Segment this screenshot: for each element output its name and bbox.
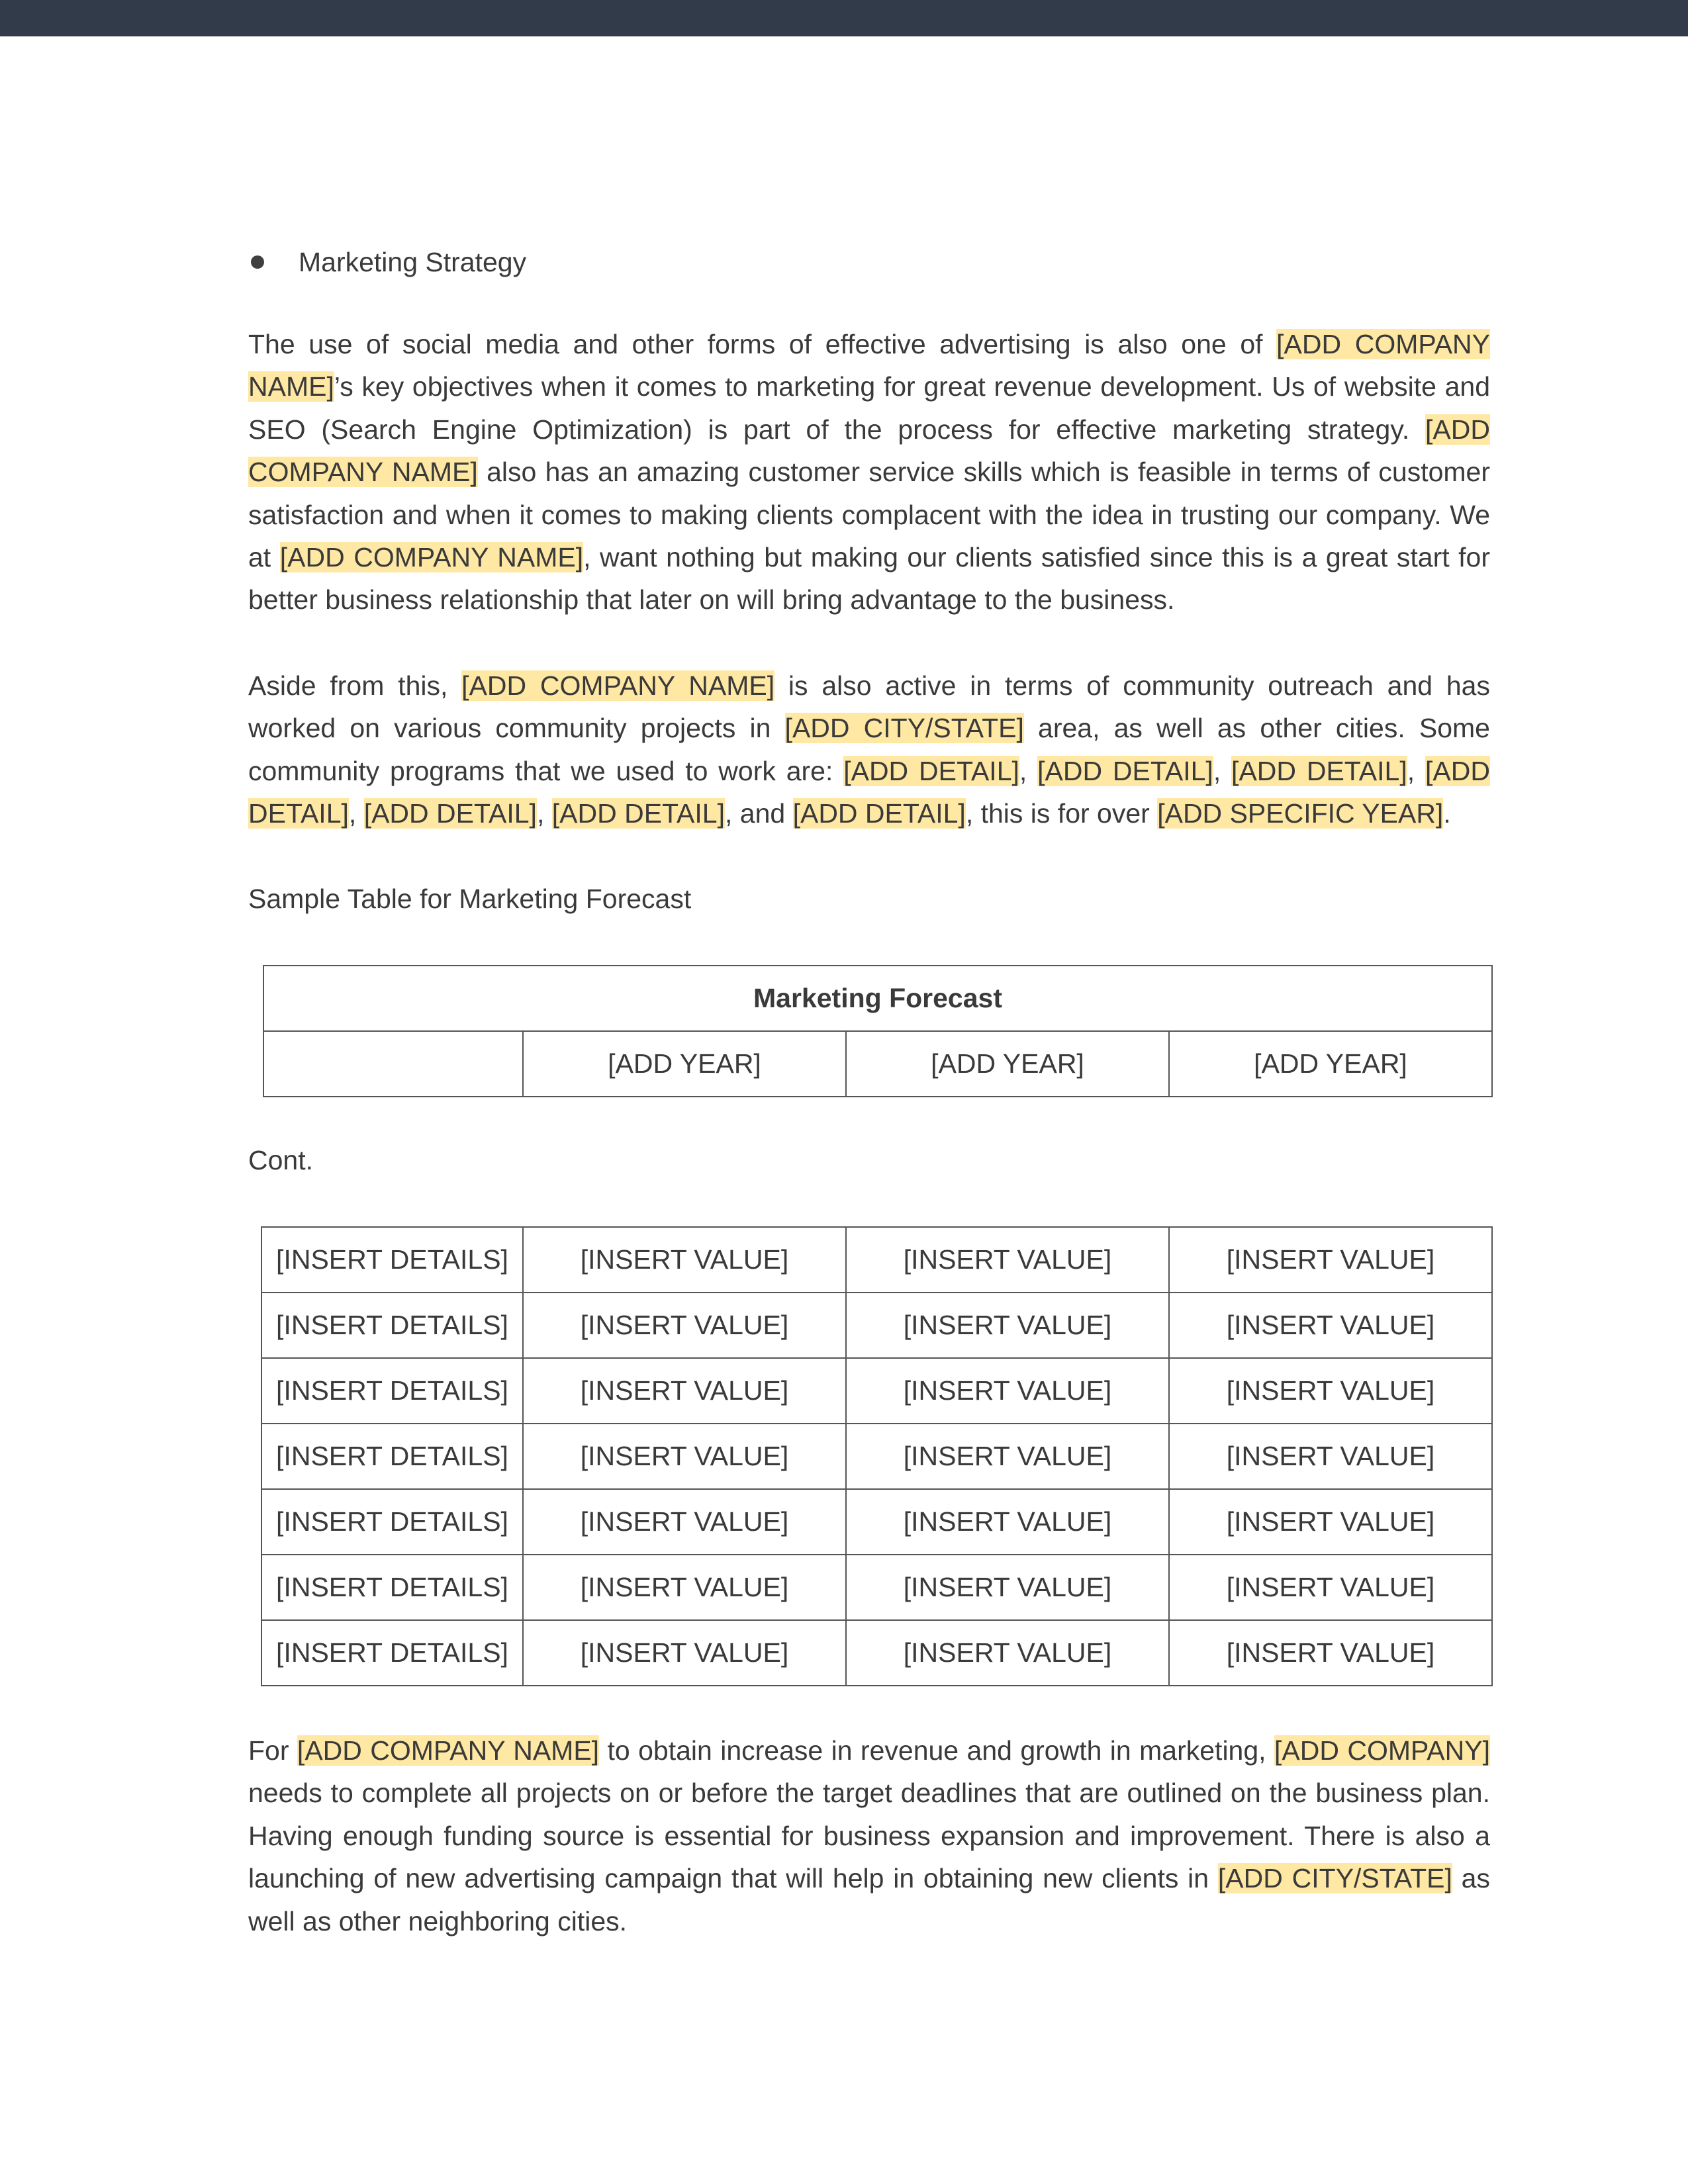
- paragraph-community-outreach: [248, 664, 1490, 835]
- year-header: [ADD YEAR]: [846, 1031, 1169, 1097]
- value-cell: [INSERT VALUE]: [523, 1358, 846, 1424]
- paragraph-growth-plan: [248, 1729, 1490, 1942]
- placeholder-detail: [ADD DETAIL]: [1231, 755, 1407, 786]
- text-segment: ’s key objectives when it comes to marketing for great revenue development. Us of website and SEO (Search Engine Optimization) is part of the process for effective marketing strategy.: [248, 371, 1490, 445]
- table-row: [261, 1358, 1492, 1424]
- text-segment: also has an amazing customer service skills which is feasible in terms of customer satisfaction and when it comes to making clients complacent with the idea in trusting our company. We at: [248, 457, 1490, 573]
- value-cell: [INSERT VALUE]: [523, 1424, 846, 1489]
- detail-cell: [INSERT DETAILS]: [261, 1555, 523, 1620]
- year-header: [ADD YEAR]: [1169, 1031, 1492, 1097]
- value-cell: [INSERT VALUE]: [846, 1293, 1169, 1358]
- placeholder-city-state: [ADD CITY/STATE]: [784, 713, 1024, 744]
- value-cell: [INSERT VALUE]: [523, 1227, 846, 1293]
- separator: ,: [536, 798, 552, 829]
- value-cell: [INSERT VALUE]: [846, 1555, 1169, 1620]
- text-segment: area, as well as other cities. Some community programs that we used to work are:: [248, 713, 1490, 786]
- marketing-forecast-table: [263, 965, 1493, 1097]
- bullet-dot-icon: [251, 255, 264, 269]
- value-cell: [INSERT VALUE]: [846, 1620, 1169, 1686]
- value-cell: [INSERT VALUE]: [1169, 1620, 1492, 1686]
- table-row: [261, 1555, 1492, 1620]
- placeholder-detail: [ADD DETAIL]: [551, 798, 725, 829]
- text-segment: needs to complete all projects on or before the target deadlines that are outlined on the business plan. Having enough funding source is essential for business expansion and improvement. There is also a launching of new advertising campaign that will help in obtaining new clients in: [248, 1778, 1490, 1894]
- text-segment: is also active in terms of community outreach and has worked on various community projects in: [248, 670, 1490, 744]
- placeholder-detail: [ADD DETAIL]: [843, 755, 1019, 786]
- table-row: [261, 1227, 1492, 1293]
- separator: ,: [1213, 755, 1232, 786]
- placeholder-detail: [ADD DETAIL]: [792, 798, 966, 829]
- text-segment: Aside from this,: [248, 670, 462, 701]
- forecast-details-table: [261, 1226, 1493, 1686]
- table-corner-cell: [263, 1031, 523, 1097]
- value-cell: [INSERT VALUE]: [523, 1555, 846, 1620]
- continued-label: Cont.: [248, 1145, 313, 1175]
- detail-cell: [INSERT DETAILS]: [261, 1358, 523, 1424]
- value-cell: [INSERT VALUE]: [523, 1489, 846, 1555]
- table-row: [261, 1293, 1492, 1358]
- value-cell: [INSERT VALUE]: [1169, 1358, 1492, 1424]
- value-cell: [INSERT VALUE]: [1169, 1293, 1492, 1358]
- value-cell: [INSERT VALUE]: [1169, 1424, 1492, 1489]
- text-segment: The use of social media and other forms of effective advertising is also one of: [248, 329, 1277, 359]
- value-cell: [INSERT VALUE]: [846, 1489, 1169, 1555]
- header-band: [0, 0, 1688, 36]
- placeholder-specific-year: [ADD SPECIFIC YEAR]: [1157, 798, 1444, 829]
- value-cell: [INSERT VALUE]: [523, 1620, 846, 1686]
- separator: , and: [724, 798, 793, 829]
- placeholder-company-name: [ADD COMPANY NAME]: [279, 542, 584, 573]
- table-row: [261, 1620, 1492, 1686]
- separator: ,: [348, 798, 364, 829]
- separator: ,: [1407, 755, 1425, 786]
- detail-cell: [INSERT DETAILS]: [261, 1620, 523, 1686]
- placeholder-company: [ADD COMPANY]: [1274, 1735, 1490, 1766]
- value-cell: [INSERT VALUE]: [1169, 1555, 1492, 1620]
- table-row: [261, 1424, 1492, 1489]
- detail-cell: [INSERT DETAILS]: [261, 1424, 523, 1489]
- text-segment: to obtain increase in revenue and growth in marketing,: [599, 1735, 1274, 1766]
- bullet-item: [248, 242, 526, 282]
- detail-cell: [INSERT DETAILS]: [261, 1293, 523, 1358]
- table-caption: Sample Table for Marketing Forecast: [248, 884, 692, 914]
- table-title-row: [263, 966, 1492, 1031]
- text-segment: .: [1443, 798, 1451, 829]
- placeholder-detail: [ADD DETAIL]: [248, 755, 1490, 829]
- text-segment: For: [248, 1735, 297, 1766]
- placeholder-company-name: [ADD COMPANY NAME]: [248, 414, 1490, 488]
- section-heading: Marketing Strategy: [299, 246, 527, 277]
- placeholder-company-name: [ADD COMPANY NAME]: [297, 1735, 600, 1766]
- text-segment: as well as other neighboring cities.: [248, 1863, 1490, 1936]
- placeholder-detail: [ADD DETAIL]: [1037, 755, 1213, 786]
- year-header: [ADD YEAR]: [523, 1031, 846, 1097]
- placeholder-company-name: [ADD COMPANY NAME]: [461, 670, 775, 701]
- table-row: [261, 1489, 1492, 1555]
- placeholder-detail: [ADD DETAIL]: [363, 798, 537, 829]
- value-cell: [INSERT VALUE]: [1169, 1489, 1492, 1555]
- detail-cell: [INSERT DETAILS]: [261, 1227, 523, 1293]
- value-cell: [INSERT VALUE]: [523, 1293, 846, 1358]
- value-cell: [INSERT VALUE]: [846, 1227, 1169, 1293]
- paragraph-marketing-strategy: [248, 323, 1490, 621]
- table-title: Marketing Forecast: [263, 966, 1492, 1031]
- value-cell: [INSERT VALUE]: [846, 1424, 1169, 1489]
- text-segment: , this is for over: [965, 798, 1158, 829]
- value-cell: [INSERT VALUE]: [1169, 1227, 1492, 1293]
- separator: ,: [1019, 755, 1038, 786]
- placeholder-company-name: [ADD COMPANY NAME]: [248, 329, 1491, 402]
- placeholder-city-state: [ADD CITY/STATE]: [1217, 1863, 1452, 1894]
- detail-cell: [INSERT DETAILS]: [261, 1489, 523, 1555]
- table-header-row: [263, 1031, 1492, 1097]
- text-segment: , want nothing but making our clients satisfied since this is a great start for better business relationship that later on will bring advantage to the business.: [248, 542, 1490, 615]
- value-cell: [INSERT VALUE]: [846, 1358, 1169, 1424]
